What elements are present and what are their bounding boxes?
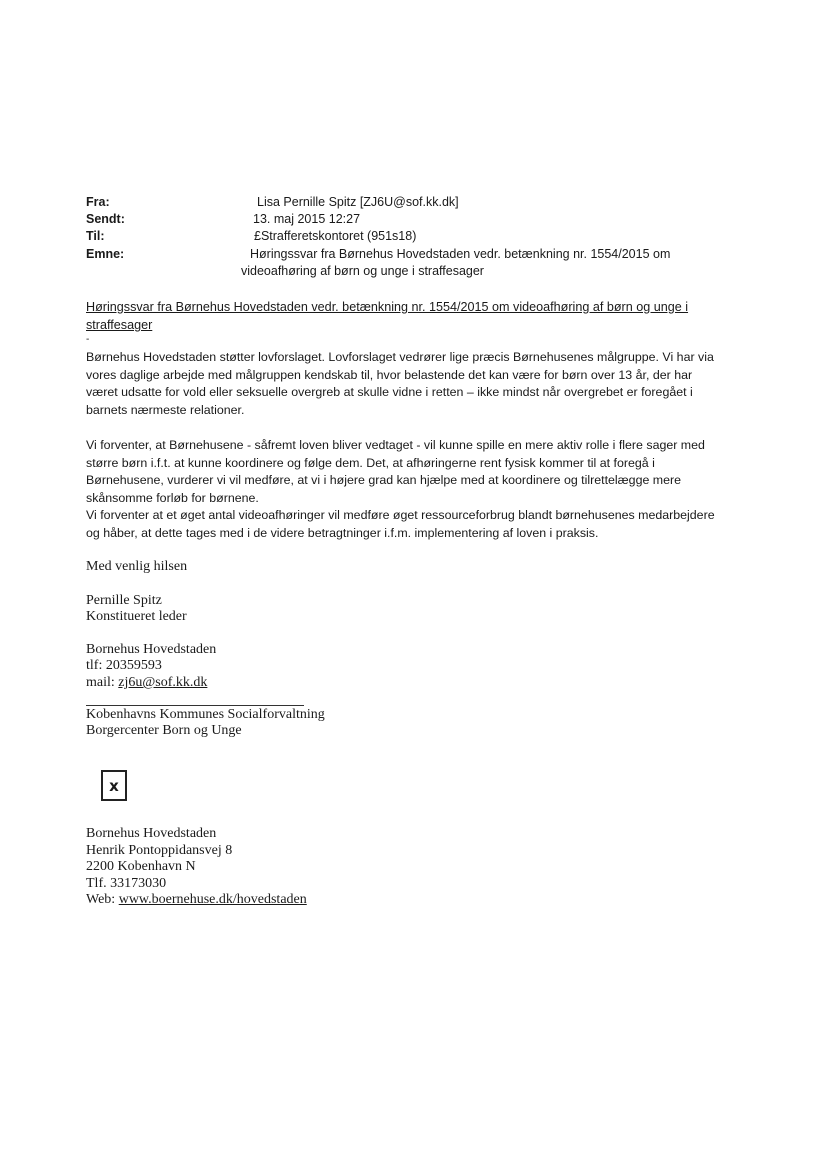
to-value: £Strafferetskontoret (951s18) [254,229,417,243]
web-label: Web: [86,892,119,907]
department-line-1: Kobenhavns Kommunes Socialforvaltning [86,707,325,722]
subject-value-line2: videoafhøring af børn og unge i straffesager [241,264,484,278]
paragraph-2: Vi forventer, at Børnehusene - såfremt loven bliver vedtaget - vil kunne spille en mere aktiv rolle i flere sager med større børn i.f.t. at kunne koordinere og følge dem. Det, at afhøringerne rent fysisk kommer til at foregå i Børnehusene, vurderer vi vil medføre, at vi i højere grad kan hjælpe med at koordinere og tilrettelægge mere skånsomme forløb for børnene. [86,438,705,505]
department-line-2: Borgercenter Born og Unge [86,723,242,738]
dash: - [86,334,90,345]
greeting: Med venlig hilsen [86,559,188,574]
subject-heading: Høringssvar fra Børnehus Hovedstaden vedr. betænkning nr. 1554/2015 om videoafhøring af børn og unge i straffesager [86,300,689,332]
to-label: Til: [86,229,105,243]
address-org: Bornehus Hovedstaden [86,826,217,841]
paragraph-1: Børnehus Hovedstaden støtter lovforslaget. Lovforslaget vedrører lige præcis Børnehusenes målgruppe. Vi har via vores daglige arbejde med målgruppen kendskab til, hvor belastende det kan være for børn over 13 år, der har været udsatte for vold eller seksuelle overgreb at skulle vidne i retten – ikke mindst når overgrebet er foregået i barnets nærmeste relationer. [86,350,714,417]
address-phone: Tlf. 33173030 [86,876,167,891]
phone: tlf: 20359593 [86,658,162,673]
signer-title: Konstitueret leder [86,609,187,624]
signature-divider [86,705,304,706]
org-name: Bornehus Hovedstaden [86,642,217,657]
web-line [86,892,307,909]
subject-value-line1: Høringssvar fra Børnehus Hovedstaden vedr. betænkning nr. 1554/2015 om [250,247,671,261]
from-value: Lisa Pernille Spitz [ZJ6U@sof.kk.dk] [257,195,459,209]
broken-image-icon: x [101,770,127,801]
sent-value: 13. maj 2015 12:27 [253,212,361,226]
paragraph-3: Vi forventer at et øget antal videoafhøringer vil medføre øget ressourceforbrug blandt børnehusenes medarbejdere og håber, at dette tages med i de videre betragtninger i.f.m. implementering af loven i praksis. [86,508,715,540]
web-link[interactable]: www.boernehuse.dk/hovedstaden [118,892,307,907]
address-city: 2200 Kobenhavn N [86,859,196,874]
mail-line [86,675,207,692]
sent-label: Sendt: [86,212,125,226]
subject-label: Emne: [86,247,125,261]
signer-name: Pernille Spitz [86,593,162,608]
from-label: Fra: [86,195,110,209]
mail-link[interactable]: zj6u@sof.kk.dk [118,675,208,690]
mail-label: mail: [86,675,119,690]
address-street: Henrik Pontoppidansvej 8 [86,843,233,858]
